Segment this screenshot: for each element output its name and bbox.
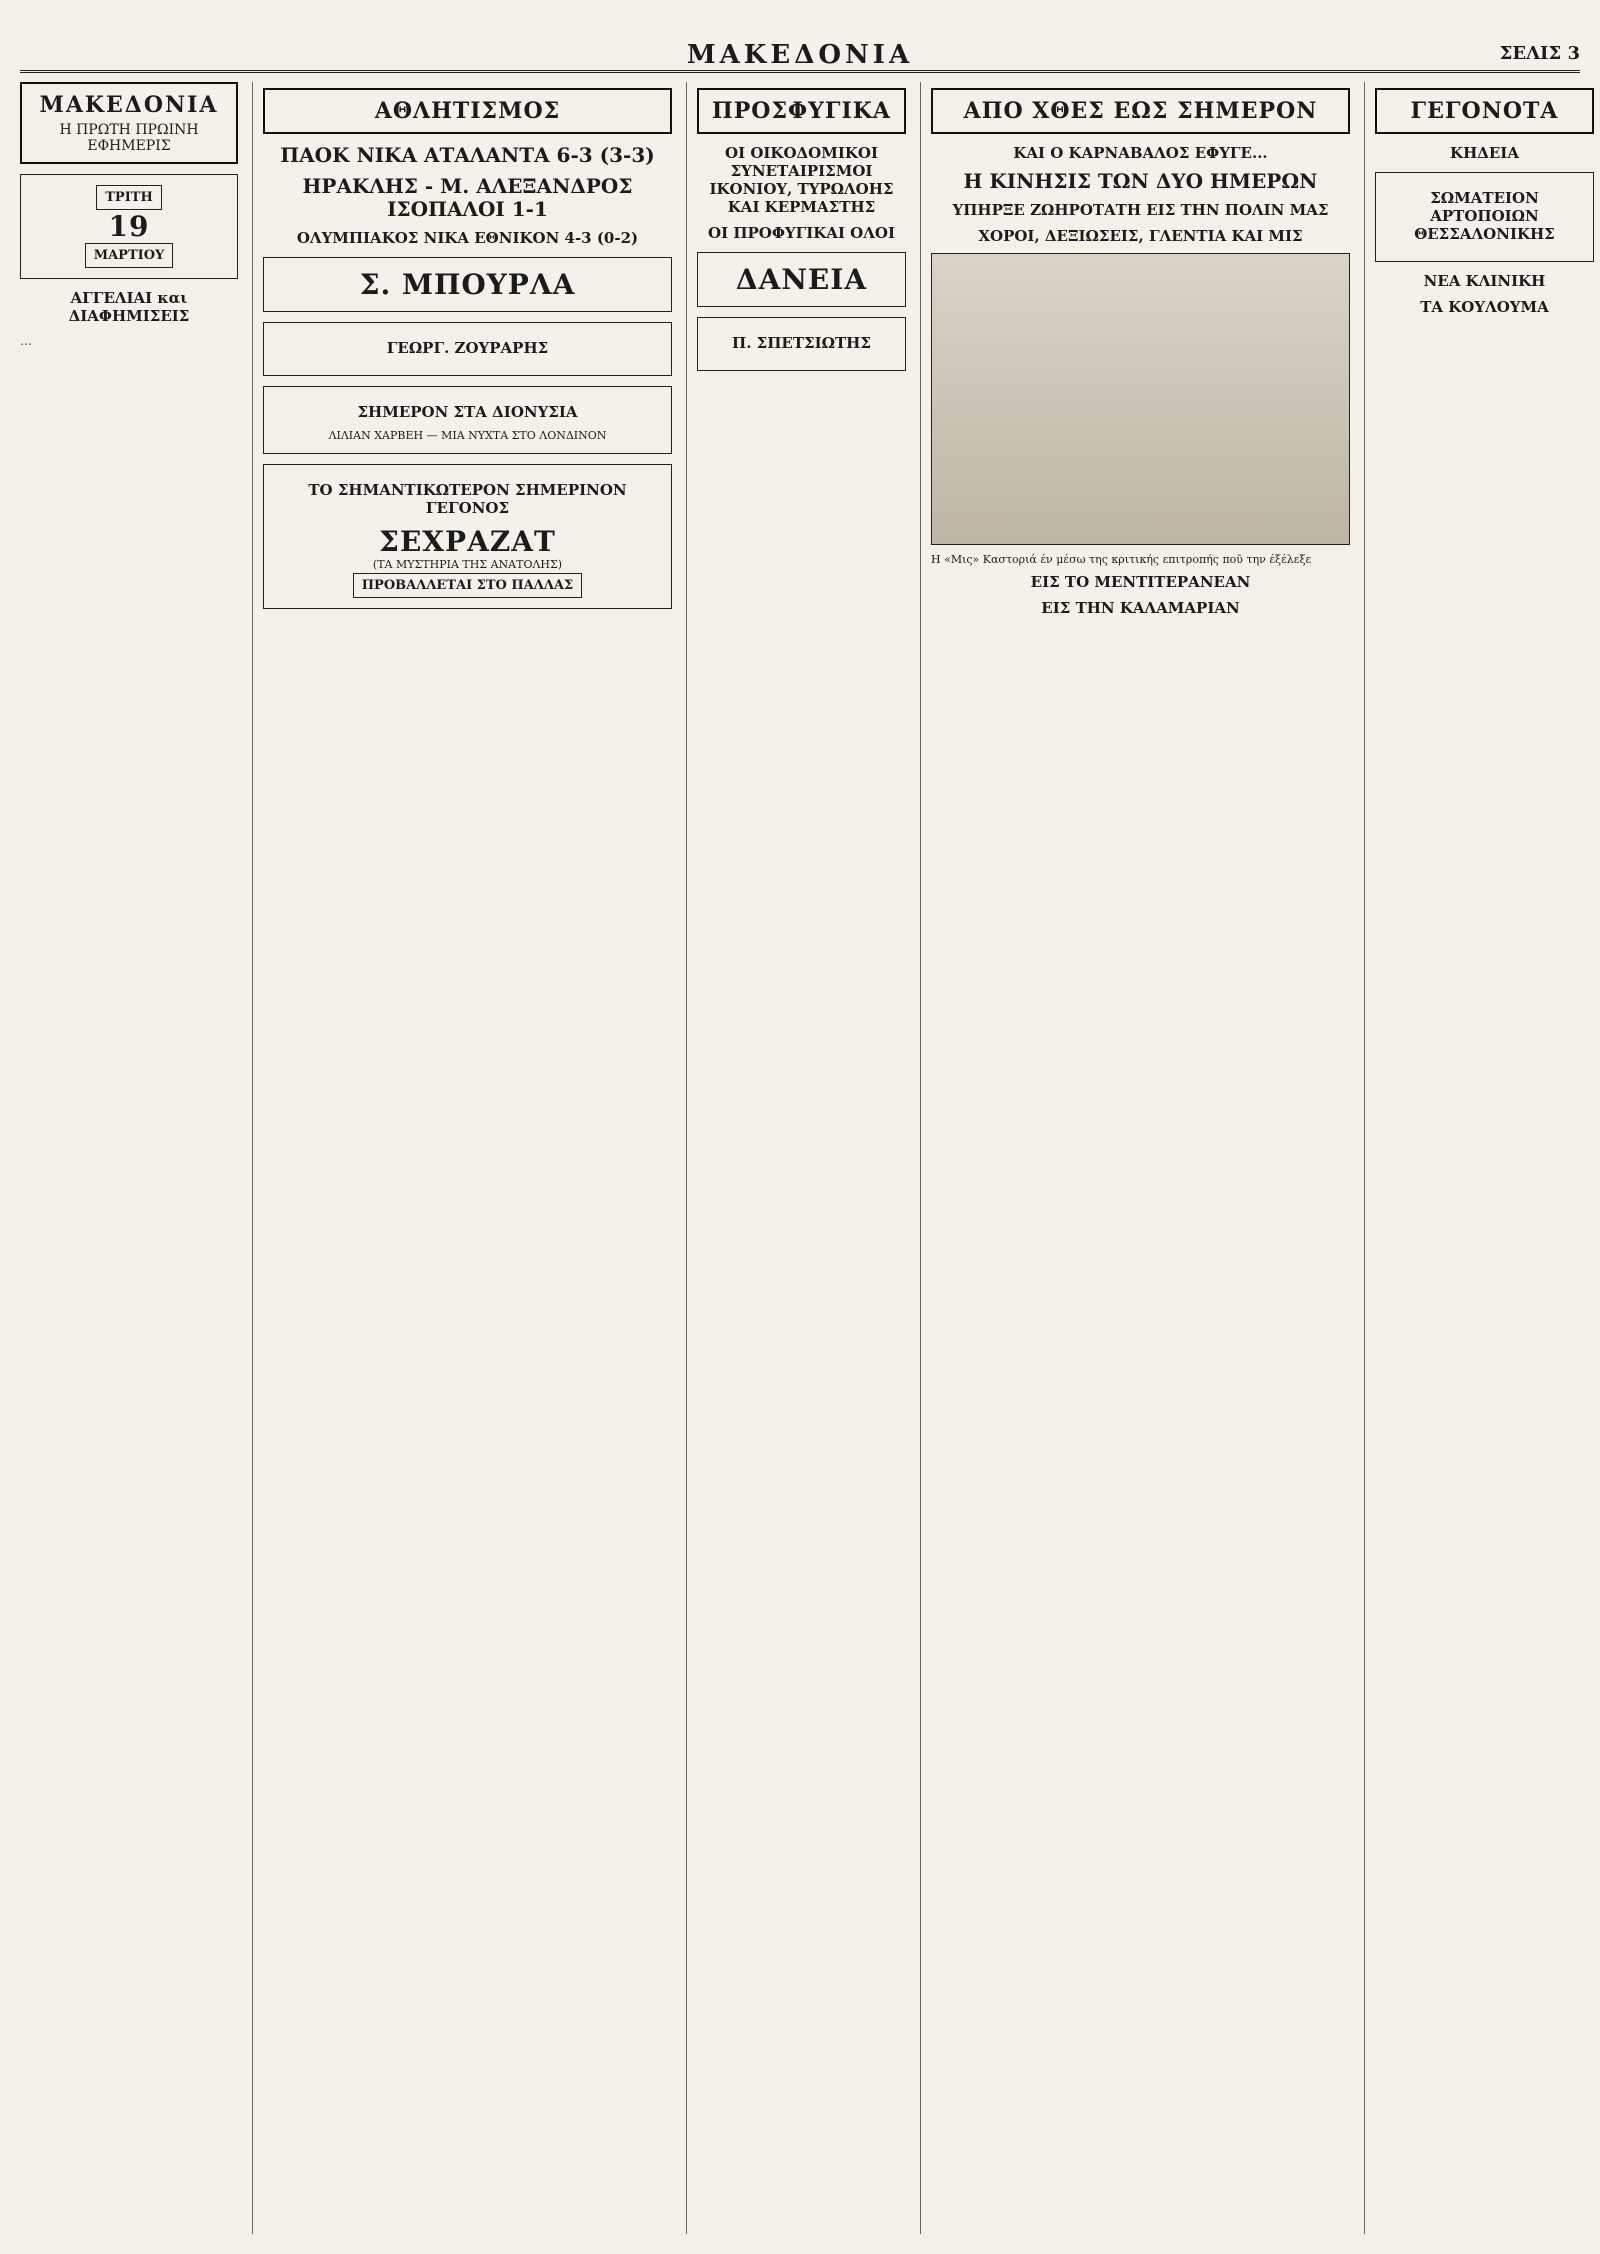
ad-4 [263, 464, 672, 608]
notices-title: ΑΓΓΕΛΙΑΙ και ΔΙΑΦΗΜΙΣΕΙΣ [68, 289, 190, 325]
column-3 [686, 82, 906, 2234]
ad-3-title: ΣΗΜΕΡΟΝ ΣΤΑ ΔΙΟΝΥΣΙΑ [357, 403, 578, 421]
photo-caption: Η «Μις» Καστοριά έν μέσω της κριτικής επιτροπής ποῦ την έξέλεξε [931, 553, 1312, 566]
column-2 [252, 82, 672, 2234]
date-month: ΜΑΡΤΙΟΥ [85, 243, 174, 268]
subheading-1: ΕΙΣ ΤΟ ΜΕΝΤΙΤΕΡΑΝΕΑΝ [1030, 573, 1251, 592]
ad-2 [263, 322, 672, 376]
ad-1-title: Σ. ΜΠΟΥΡΛΑ [359, 268, 576, 301]
section-title: ΑΘΛΗΤΙΣΜΟΣ [263, 88, 672, 134]
ad-3 [263, 386, 672, 454]
bakers-union-title: ΣΩΜΑΤΕΙΟΝ ΑΡΤΟΠΟΙΩΝ ΘΕΣΣΑΛΟΝΙΚΗΣ [1414, 189, 1555, 243]
loans-ad [697, 252, 906, 307]
headline-1: ΠΑΟΚ ΝΙΚΑ ΑΤΑΛΑΝΤΑ 6-3 (3-3) [280, 143, 655, 167]
footer-ad-title: Π. ΣΠΕΤΣΙΩΤΗΣ [732, 334, 871, 352]
headline-2: ΟΙ ΠΡΟΦΥΓΙΚΑΙ ΟΛΟΙ [708, 224, 895, 242]
photo [931, 253, 1350, 545]
headline-3: ΧΟΡΟΙ, ΔΕΞΙΩΣΕΙΣ, ΓΛΕΝΤΙΑ ΚΑΙ ΜΙΣ [978, 227, 1303, 245]
headline-1: ΟΙ ΟΙΚΟΔΟΜΙΚΟΙ ΣΥΝΕΤΑΙΡΙΣΜΟΙ ΙΚΟΝΙΟΥ, ΤΥΡΩΛΟΗΣ ΚΑΙ ΚΕΡΜΑΣΤΗΣ [709, 144, 894, 216]
ad-4-venue: ΠΡΟΒΑΛΛΕΤΑΙ ΣΤΟ ΠΑΛΛΑΣ [353, 573, 582, 598]
column-5 [1364, 82, 1594, 2234]
section-title: ΓΕΓΟΝΟΤΑ [1375, 88, 1594, 134]
masthead-subtitle: Η ΠΡΩΤΗ ΠΡΩΙΝΗ ΕΦΗΜΕΡΙΣ [59, 122, 199, 154]
section-title: ΑΠΟ ΧΘΕΣ ΕΩΣ ΣΗΜΕΡΟΝ [931, 88, 1350, 134]
column-1-body: … [20, 334, 32, 348]
column-4 [920, 82, 1350, 2234]
date-box [20, 174, 238, 279]
date-number: 19 [108, 210, 150, 243]
ad-2-title: ΓΕΩΡΓ. ΖΟΥΡΑΡΗΣ [386, 339, 549, 357]
headline-4: ΤΑ ΚΟΥΛΟΥΜΑ [1420, 298, 1549, 316]
footer-ad [697, 317, 906, 371]
ad-4-sub: (ΤΑ ΜΥΣΤΗΡΙΑ ΤΗΣ ΑΝΑΤΟΛΗΣ) [372, 558, 563, 572]
ad-1 [263, 257, 672, 312]
column-1 [20, 82, 238, 2234]
ad-4-big: ΣΕΧΡΑΖΑΤ [379, 525, 556, 559]
headline-1: Η ΚΙΝΗΣΙΣ ΤΩΝ ΔΥΟ ΗΜΕΡΩΝ [963, 169, 1318, 193]
masthead-title: ΜΑΚΕΔΟΝΙΑ [39, 92, 219, 118]
kicker: ΚΑΙ Ο ΚΑΡΝΑΒΑΛΟΣ ΕΦΥΓΕ... [1013, 144, 1268, 162]
date-day: ΤΡΙΤΗ [96, 185, 162, 210]
page-number: ΣΕΛΙΣ 3 [1499, 43, 1580, 64]
bakers-union-box [1375, 172, 1594, 262]
headline-1: ΚΗΔΕΙΑ [1450, 144, 1519, 162]
paper-name: ΜΑΚΕΔΟΝΙΑ [686, 40, 914, 70]
ad-4-title: ΤΟ ΣΗΜΑΝΤΙΚΩΤΕΡΟΝ ΣΗΜΕΡΙΝΟΝ ΓΕΓΟΝΟΣ [308, 481, 627, 518]
loans-title: ΔΑΝΕΙΑ [735, 263, 868, 296]
section-title: ΠΡΟΣΦΥΓΙΚΑ [697, 88, 906, 134]
subheading-2: ΕΙΣ ΤΗΝ ΚΑΛΑΜΑΡΙΑΝ [1041, 599, 1240, 618]
newspaper-columns [20, 82, 1580, 2234]
page-header [20, 14, 1580, 73]
masthead [20, 82, 238, 164]
headline-2: ΥΠΗΡΞΕ ΖΩΗΡΟΤΑΤΗ ΕΙΣ ΤΗΝ ΠΟΛΙΝ ΜΑΣ [952, 201, 1329, 219]
headline-3: ΝΕΑ ΚΛΙΝΙΚΗ [1423, 272, 1546, 290]
ad-3-subtitle: ΛΙΛΙΑΝ ΧΑΡΒΕΗ — ΜΙΑ ΝΥΧΤΑ ΣΤΟ ΛΟΝΔΙΝΟΝ [328, 429, 607, 442]
headline-2: ΗΡΑΚΛΗΣ - Μ. ΑΛΕΞΑΝΔΡΟΣ ΙΣΟΠΑΛΟΙ 1-1 [302, 174, 633, 221]
headline-3: ΟΛΥΜΠΙΑΚΟΣ ΝΙΚΑ ΕΘΝΙΚΟΝ 4-3 (0-2) [296, 229, 639, 247]
